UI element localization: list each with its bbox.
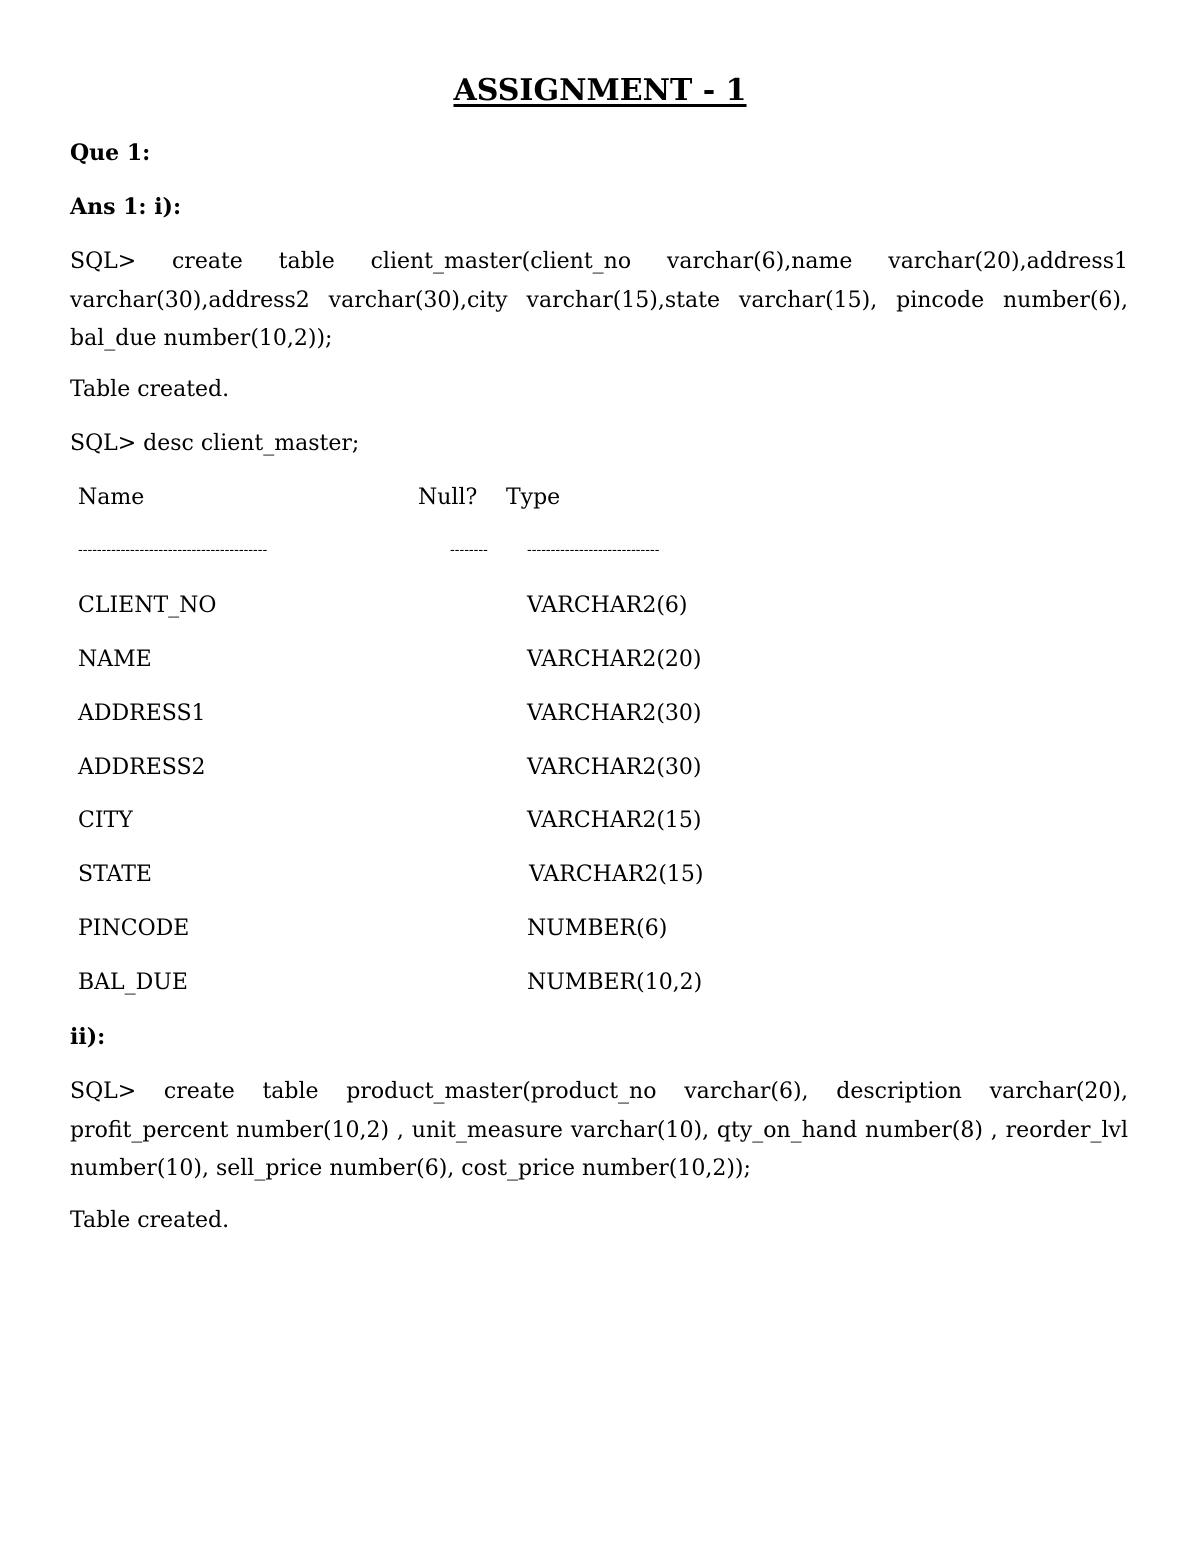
- desc-row-name: NAME: [78, 647, 152, 672]
- desc-row-type: NUMBER(10,2): [527, 970, 703, 995]
- desc-row-name: CLIENT_NO: [78, 593, 217, 618]
- desc-row-type: VARCHAR2(15): [529, 862, 704, 887]
- sql-desc-statement: SQL> desc client_master;: [70, 431, 360, 456]
- desc-header-name: Name: [78, 485, 145, 510]
- part-ii-label: ii):: [70, 1024, 106, 1050]
- desc-separator-type: ----------------------------: [527, 542, 660, 558]
- desc-row-name: ADDRESS1: [78, 701, 206, 726]
- desc-header-type: Type: [506, 485, 561, 510]
- table-created-message-2: Table created.: [70, 1208, 230, 1233]
- desc-row-type: VARCHAR2(6): [527, 593, 688, 618]
- desc-separator-null: --------: [450, 542, 488, 558]
- desc-row-type: NUMBER(6): [527, 916, 668, 941]
- desc-row-type: VARCHAR2(20): [527, 647, 702, 672]
- sql-create-product-statement: SQL> create table product_master(product_no varchar(6), description varchar(20), profit_percent number(10,2) , unit_measure varchar(10), qty_on_hand number(8) , reorder_lvl number(10), sell_price number(6), cost_price number(10,2));: [70, 1079, 1128, 1181]
- desc-row-name: PINCODE: [78, 916, 190, 941]
- document-title: ASSIGNMENT - 1: [453, 73, 747, 108]
- desc-row-name: STATE: [78, 862, 152, 887]
- desc-row-name: ADDRESS2: [78, 755, 206, 780]
- table-created-message-1: Table created.: [70, 377, 230, 402]
- desc-row-type: VARCHAR2(15): [527, 808, 702, 833]
- desc-header-null: Null?: [418, 485, 478, 510]
- desc-row-type: VARCHAR2(30): [527, 701, 702, 726]
- desc-separator-name: ----------------------------------------: [78, 542, 268, 558]
- sql-create-client-statement: SQL> create table client_master(client_no varchar(6),name varchar(20),address1 varchar(30),address2 varchar(30),city varchar(15),state varchar(15), pincode number(6), bal_due number(10,2));: [70, 249, 1128, 351]
- desc-row-name: BAL_DUE: [78, 970, 188, 995]
- answer-label: Ans 1: i):: [70, 194, 182, 220]
- question-label: Que 1:: [70, 140, 151, 166]
- desc-row-name: CITY: [78, 808, 133, 833]
- desc-row-type: VARCHAR2(30): [527, 755, 702, 780]
